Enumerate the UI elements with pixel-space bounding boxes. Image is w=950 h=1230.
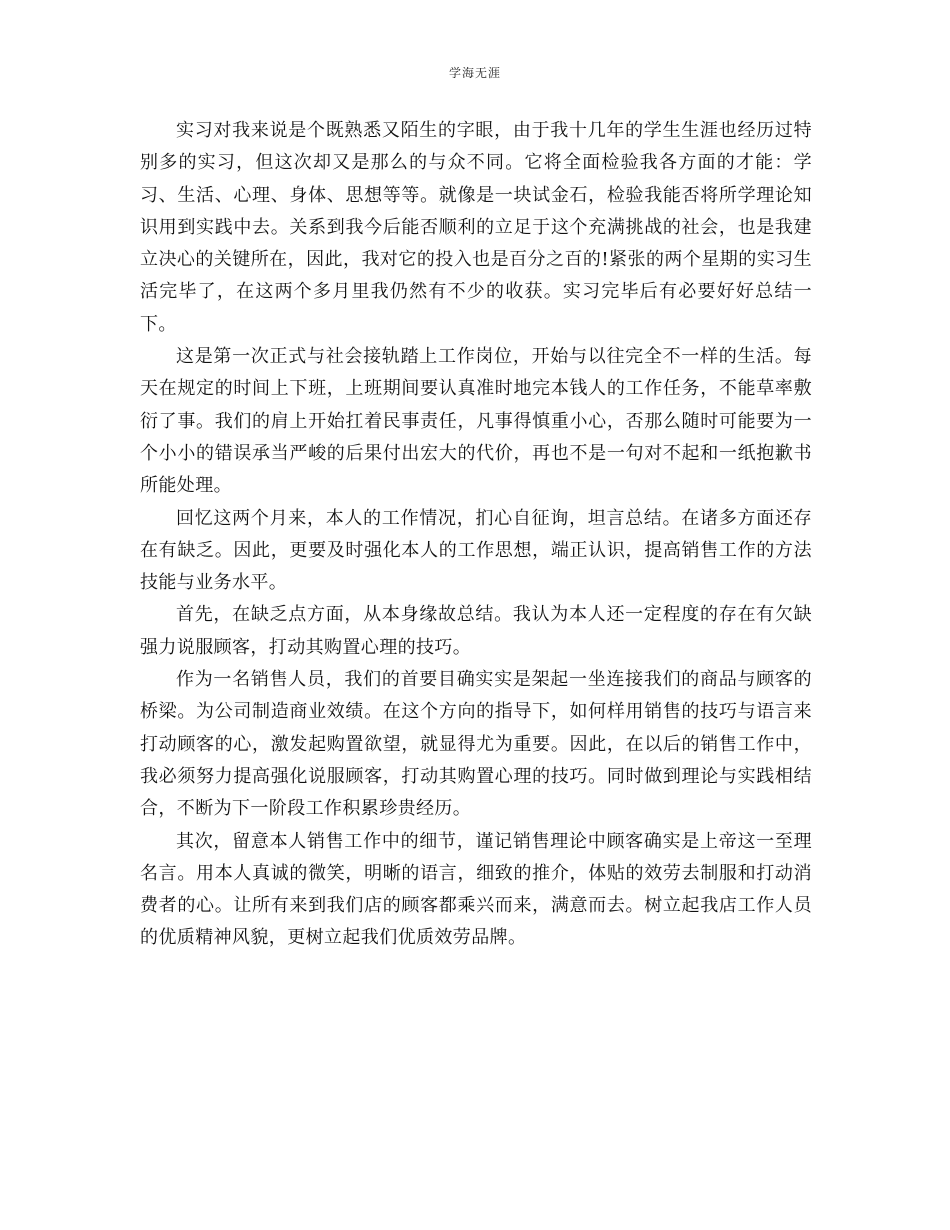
document-body	[140, 115, 812, 955]
paragraph-1: 实习对我来说是个既熟悉又陌生的字眼，由于我十几年的学生生涯也经历过特别多的实习，但这次却又是那么的与众不同。它将全面检验我各方面的才能：学习、生活、心理、身体、思想等等。就像是一块试金石，检验我能否将所学理论知识用到实践中去。关系到我今后能否顺利的立足于这个充满挑战的社会，也是我建立决心的关键所在，因此，我对它的投入也是百分之百的!紧张的两个星期的实习生活完毕了，在这两个多月里我仍然有不少的收获。实习完毕后有必要好好总结一下。	[140, 120, 812, 335]
page-header: 学海无涯	[448, 66, 501, 80]
paragraph-5: 作为一名销售人员，我们的首要目确实实是架起一坐连接我们的商品与顾客的桥梁。为公司制造商业效绩。在这个方向的指导下，如何样用销售的技巧与语言来打动顾客的心，激发起购置欲望，就显得尤为重要。因此，在以后的销售工作中，我必须努力提高强化说服顾客，打动其购置心理的技巧。同时做到理论与实践相结合，不断为下一阶段工作积累珍贵经历。	[140, 669, 812, 820]
paragraph-3: 回忆这两个月来，本人的工作情况，扪心自征询，坦言总结。在诸多方面还存在有缺乏。因此，更要及时强化本人的工作思想，端正认识，提高销售工作的方法技能与业务水平。	[140, 507, 812, 594]
paragraph-4: 首先，在缺乏点方面，从本身缘故总结。我认为本人还一定程度的存在有欠缺强力说服顾客，打动其购置心理的技巧。	[140, 604, 812, 658]
paragraph-2: 这是第一次正式与社会接轨踏上工作岗位，开始与以往完全不一样的生活。每天在规定的时间上下班，上班期间要认真准时地完本钱人的工作任务，不能草率敷衍了事。我们的肩上开始扛着民事责任，凡事得慎重小心，否那么随时可能要为一个小小的错误承当严峻的后果付出宏大的代价，再也不是一句对不起和一纸抱歉书所能处理。	[140, 346, 812, 497]
paragraph-6: 其次，留意本人销售工作中的细节，谨记销售理论中顾客确实是上帝这一至理名言。用本人真诚的微笑，明晰的语言，细致的推介，体贴的效劳去制服和打动消费者的心。让所有来到我们店的顾客都乘兴而来，满意而去。树立起我店工作人员的优质精神风貌，更树立起我们优质效劳品牌。	[140, 830, 812, 949]
